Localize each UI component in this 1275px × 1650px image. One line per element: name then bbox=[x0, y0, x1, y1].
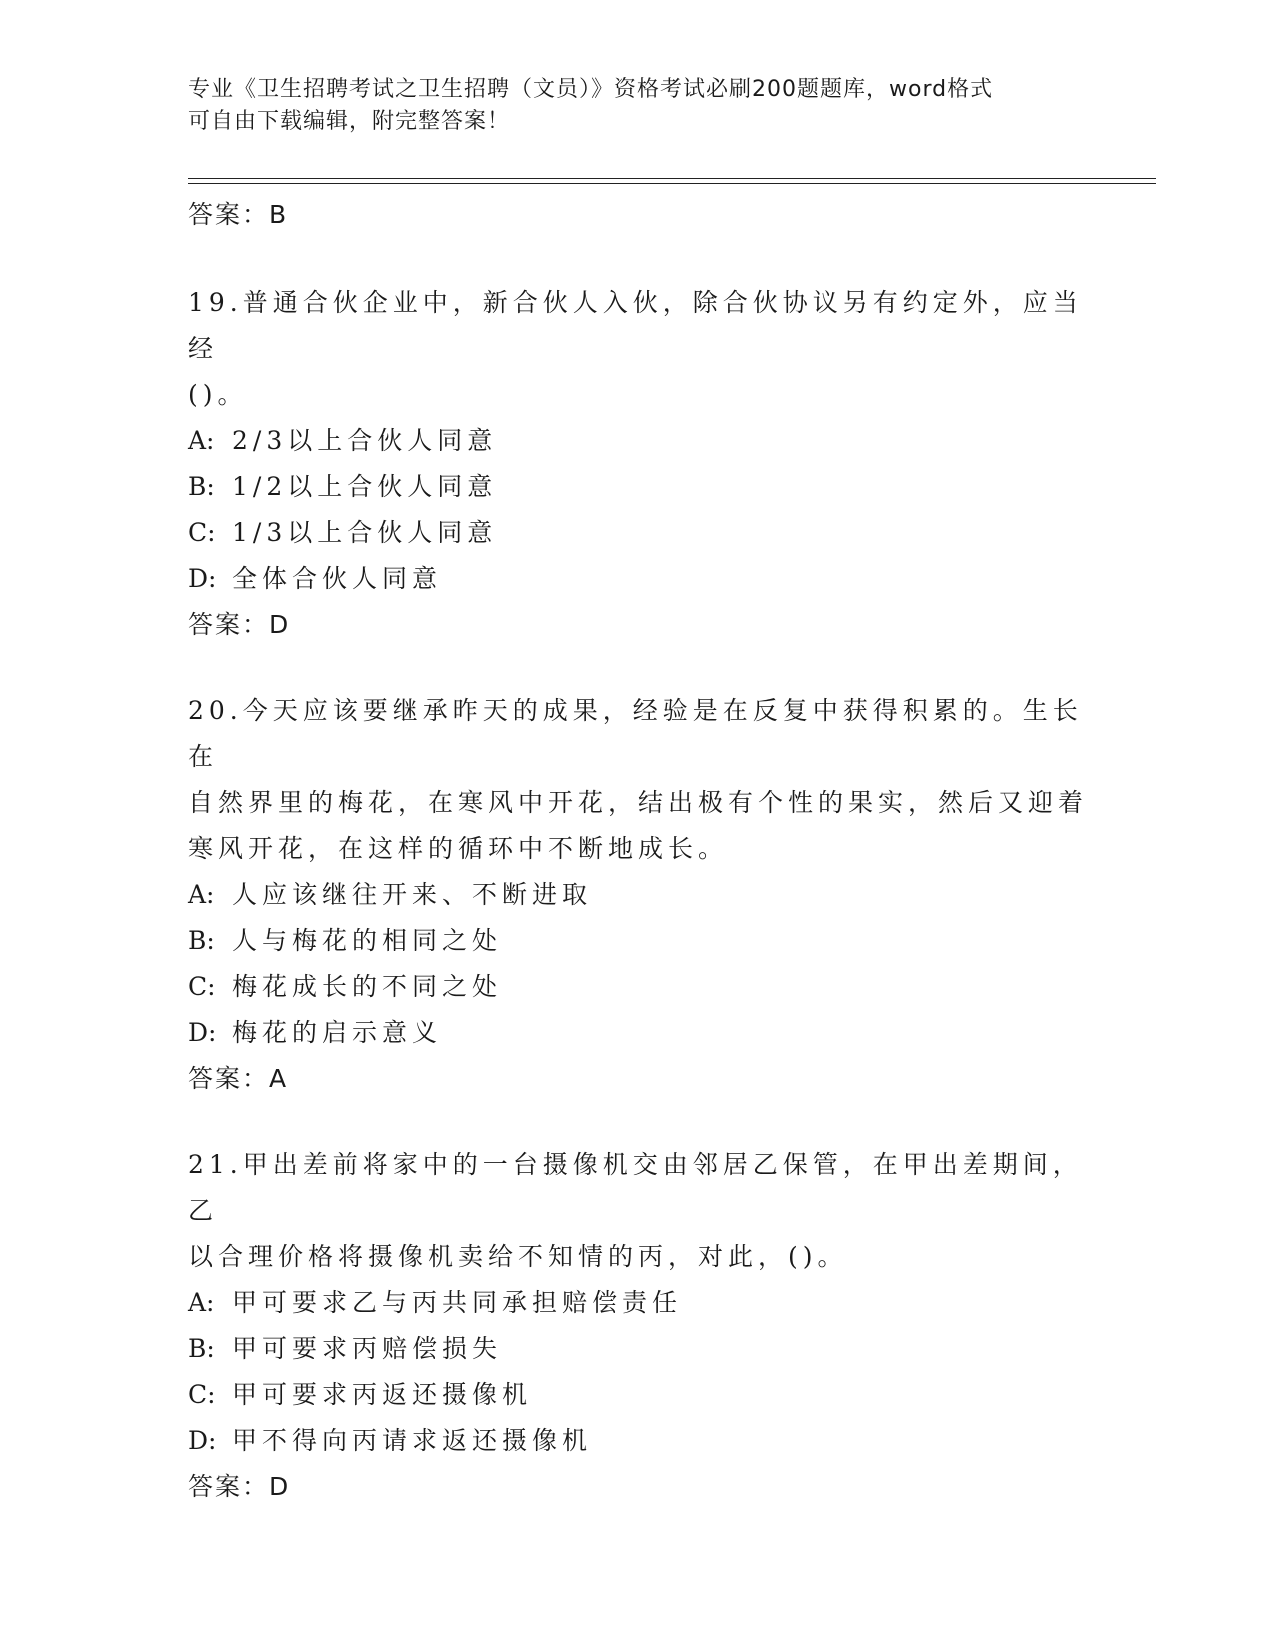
header-line-1: 专业《卫生招聘考试之卫生招聘（文员）》资格考试必刷200题题库，word格式 bbox=[188, 77, 994, 102]
option-b bbox=[188, 464, 1088, 510]
stem-line: 19.普通合伙企业中，新合伙人入伙，除合伙协议另有约定外，应当经 bbox=[188, 288, 1083, 363]
option-text: 梅花的启示意义 bbox=[232, 1018, 443, 1047]
answer-label: 答案：A bbox=[188, 1064, 289, 1093]
option-key: D: bbox=[188, 1018, 217, 1047]
header-rule-top bbox=[188, 178, 1156, 179]
option-text: 甲可要求乙与丙共同承担赔偿责任 bbox=[232, 1288, 683, 1317]
answer-label: 答案：D bbox=[188, 1472, 291, 1501]
option-key: A: bbox=[188, 426, 215, 455]
question-21 bbox=[188, 1142, 1088, 1510]
option-key: D: bbox=[188, 564, 217, 593]
option-key: B: bbox=[188, 1334, 215, 1363]
option-text: 甲可要求丙赔偿损失 bbox=[232, 1334, 503, 1363]
stem-line: 以合理价格将摄像机卖给不知情的丙，对此，()。 bbox=[188, 1242, 848, 1271]
question-stem bbox=[188, 688, 1088, 872]
option-a bbox=[188, 872, 1088, 918]
option-text: 全体合伙人同意 bbox=[232, 564, 443, 593]
option-text: 梅花成长的不同之处 bbox=[232, 972, 503, 1001]
question-stem bbox=[188, 1142, 1088, 1280]
stem-line: ()。 bbox=[188, 380, 248, 409]
question-stem bbox=[188, 280, 1088, 418]
option-c bbox=[188, 964, 1088, 1010]
stem-line: 寒风开花，在这样的循环中不断地成长。 bbox=[188, 834, 729, 863]
previous-answer: 答案：B bbox=[188, 200, 289, 229]
option-key: C: bbox=[188, 972, 216, 1001]
option-text: 1/3以上合伙人同意 bbox=[232, 518, 498, 547]
option-text: 2/3以上合伙人同意 bbox=[232, 426, 498, 455]
option-key: C: bbox=[188, 1380, 216, 1409]
stem-line: 21.甲出差前将家中的一台摄像机交由邻居乙保管，在甲出差期间，乙 bbox=[188, 1150, 1083, 1225]
option-key: D: bbox=[188, 1426, 217, 1455]
answer-label: 答案：D bbox=[188, 610, 291, 639]
option-key: B: bbox=[188, 472, 215, 501]
option-text: 人与梅花的相同之处 bbox=[232, 926, 503, 955]
option-key: A: bbox=[188, 1288, 215, 1317]
option-text: 1/2以上合伙人同意 bbox=[232, 472, 498, 501]
option-b bbox=[188, 1326, 1088, 1372]
stem-line: 20.今天应该要继承昨天的成果，经验是在反复中获得积累的。生长在 bbox=[188, 696, 1083, 771]
option-text: 人应该继往开来、不断进取 bbox=[232, 880, 593, 909]
option-text: 甲不得向丙请求返还摄像机 bbox=[232, 1426, 593, 1455]
question-19 bbox=[188, 280, 1088, 648]
option-key: B: bbox=[188, 926, 215, 955]
option-a bbox=[188, 418, 1088, 464]
option-d bbox=[188, 1010, 1088, 1056]
option-key: A: bbox=[188, 880, 215, 909]
option-text: 甲可要求丙返还摄像机 bbox=[232, 1380, 533, 1409]
question-20 bbox=[188, 688, 1088, 1102]
option-d bbox=[188, 556, 1088, 602]
header-rule-bottom bbox=[188, 183, 1156, 184]
option-key: C: bbox=[188, 518, 216, 547]
option-c bbox=[188, 510, 1088, 556]
option-d bbox=[188, 1418, 1088, 1464]
stem-line: 自然界里的梅花，在寒风中开花，结出极有个性的果实，然后又迎着 bbox=[188, 788, 1089, 817]
page-header bbox=[188, 74, 1068, 138]
option-c bbox=[188, 1372, 1088, 1418]
header-line-2: 可自由下载编辑，附完整答案！ bbox=[188, 109, 511, 134]
option-a bbox=[188, 1280, 1088, 1326]
option-b bbox=[188, 918, 1088, 964]
question-list bbox=[188, 190, 1088, 1510]
